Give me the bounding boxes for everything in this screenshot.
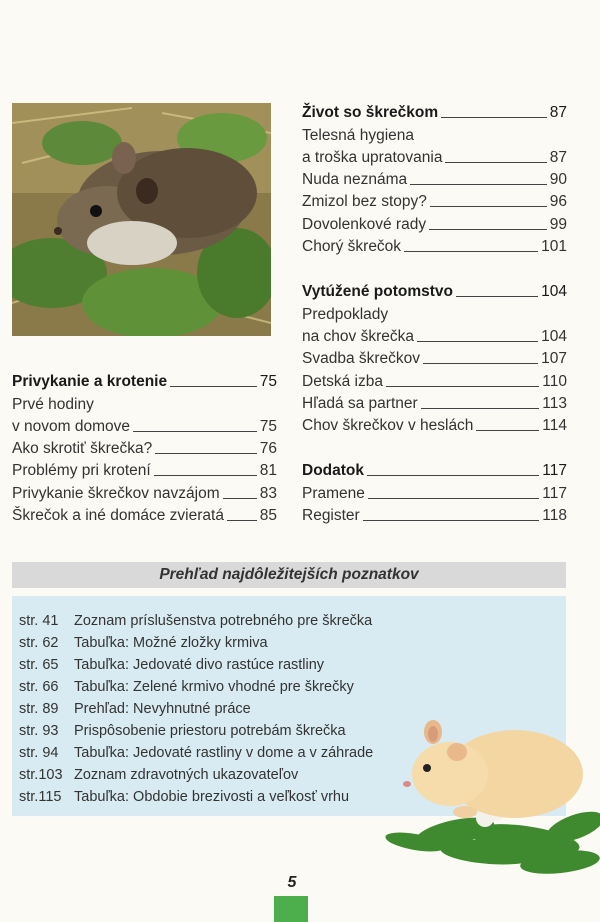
toc-entry [12, 503, 277, 525]
toc-entry [302, 503, 567, 525]
toc-entry [302, 458, 567, 480]
overview-item-page-ref: str.115 [19, 789, 62, 805]
overview-item-text: Tabuľka: Možné zložky krmiva [74, 635, 268, 651]
toc-entry-page: 87 [549, 104, 567, 122]
toc-entry-title: Telesná hygiena [302, 126, 415, 144]
page-number: 5 [287, 874, 297, 891]
toc-entry-page: 75 [259, 373, 277, 391]
toc-entry-title: Privykanie škrečkov navzájom [12, 484, 220, 502]
overview-item-text: Tabuľka: Jedovaté divo rastúce rastliny [74, 657, 325, 673]
toc-entry-page: 117 [542, 484, 567, 502]
toc-entry [12, 436, 277, 458]
toc-section-dodatok [302, 458, 567, 525]
toc-entry-title: Privykanie a krotenie [12, 373, 168, 391]
toc-entry-title: Detská izba [302, 372, 383, 390]
toc-leader-line [456, 296, 538, 297]
toc-entry-title: Chov škrečkov v heslách [302, 417, 474, 435]
toc-entry-page: 101 [541, 238, 567, 256]
toc-entry-title: Hľadá sa partner [302, 394, 418, 412]
toc-entry [302, 324, 567, 346]
toc-leader-line [155, 453, 257, 454]
overview-item [19, 634, 268, 652]
toc-entry-page: 75 [259, 417, 277, 435]
mouse-photo [12, 103, 271, 336]
toc-entry-title: Zmizol bez stopy? [302, 193, 427, 211]
toc-entry-title: Prvé hodiny [12, 395, 94, 413]
toc-entry [302, 480, 567, 502]
toc-entry-title: a troška upratovania [302, 148, 443, 166]
toc-entry [302, 100, 567, 122]
toc-entry-title: Dodatok [302, 462, 364, 480]
overview-item [19, 612, 372, 630]
overview-item-text: Tabuľka: Jedovaté rastliny v dome a v záhrade [74, 745, 374, 761]
toc-entry-title: Ako skrotiť škrečka? [12, 440, 153, 458]
toc-entry-page: 114 [542, 417, 567, 435]
page-tab-marker [274, 896, 308, 922]
toc-leader-line [170, 386, 257, 387]
toc-entry [302, 346, 567, 368]
toc-entry-title: Pramene [302, 484, 365, 502]
overview-item-page-ref: str. 66 [19, 679, 59, 695]
toc-entry-title: Vytúžené potomstvo [302, 283, 453, 301]
toc-entry-title: Problémy pri krotení [12, 462, 151, 480]
toc-entry-page: 90 [549, 171, 567, 189]
toc-entry-title: Nuda neznáma [302, 171, 408, 189]
overview-item-page-ref: str. 93 [19, 723, 59, 739]
toc-entry-title: Škrečok a iné domáce zvieratá [12, 507, 224, 525]
toc-entry [302, 234, 567, 256]
toc-entry-title: v novom domove [12, 417, 131, 435]
hamster-illustration [385, 712, 600, 884]
toc-entry-title: Dovolenkové rady [302, 215, 427, 233]
toc-entry-title: Predpoklady [302, 305, 389, 323]
toc-leader-line [386, 386, 539, 387]
toc-entry-title: na chov škrečka [302, 327, 414, 345]
toc-leader-line [368, 498, 539, 499]
toc-entry-title: Svadba škrečkov [302, 350, 421, 368]
toc-entry-page: 104 [541, 283, 567, 301]
toc-leader-line [227, 520, 257, 521]
toc-entry-page: 87 [549, 148, 567, 166]
toc-entry-page: 83 [259, 484, 277, 502]
toc-leader-line [367, 475, 539, 476]
toc-column-right [302, 100, 567, 525]
overview-item-text: Tabuľka: Obdobie brezivosti a veľkosť vrhu [74, 789, 350, 805]
overview-title: Prehľad najdôležitejších poznatkov [12, 562, 566, 588]
toc-entry [302, 391, 567, 413]
toc-entry-page: 76 [259, 440, 277, 458]
toc-entry [12, 391, 277, 413]
toc-entry-page: 104 [541, 327, 567, 345]
toc-entry [302, 279, 567, 301]
toc-leader-line [363, 520, 540, 521]
toc-entry-page: 113 [542, 394, 567, 412]
toc-column-left [12, 369, 277, 525]
toc-leader-line [223, 498, 257, 499]
toc-entry [12, 369, 277, 391]
toc-leader-line [404, 251, 538, 252]
toc-entry-page: 85 [259, 507, 277, 525]
toc-entry [12, 414, 277, 436]
toc-entry [302, 211, 567, 233]
toc-section-zivot [302, 100, 567, 256]
toc-leader-line [410, 184, 547, 185]
toc-entry [302, 145, 567, 167]
toc-leader-line [421, 408, 540, 409]
toc-entry [12, 480, 277, 502]
toc-entry [302, 368, 567, 390]
overview-item-page-ref: str. 65 [19, 657, 59, 673]
overview-item [19, 700, 251, 718]
toc-entry [302, 413, 567, 435]
toc-leader-line [417, 341, 538, 342]
toc-entry-page: 96 [549, 193, 567, 211]
toc-entry [302, 167, 567, 189]
overview-item-page-ref: str. 89 [19, 701, 59, 717]
overview-item-page-ref: str. 62 [19, 635, 59, 651]
toc-entry-page: 99 [549, 215, 567, 233]
overview-item [19, 766, 298, 784]
toc-leader-line [476, 430, 539, 431]
toc-entry-title: Život so škrečkom [302, 104, 439, 122]
toc-leader-line [429, 229, 547, 230]
toc-entry-page: 81 [259, 462, 277, 480]
toc-leader-line [430, 206, 547, 207]
overview-item [19, 722, 346, 740]
toc-leader-line [423, 363, 538, 364]
toc-leader-line [445, 162, 546, 163]
toc-leader-line [133, 431, 257, 432]
overview-item [19, 744, 373, 762]
toc-section-potomstvo [302, 279, 567, 435]
overview-item-text: Prispôsobenie priestoru potrebám škrečka [74, 723, 346, 739]
overview-item [19, 788, 349, 806]
overview-item-text: Zoznam príslušenstva potrebného pre škrečka [74, 613, 373, 629]
toc-entry-page: 107 [541, 350, 567, 368]
overview-item-page-ref: str. 41 [19, 613, 59, 629]
toc-entry-page: 110 [542, 372, 567, 390]
overview-item [19, 678, 354, 696]
toc-leader-line [154, 475, 257, 476]
overview-item [19, 656, 324, 674]
overview-item-page-ref: str.103 [19, 767, 63, 783]
overview-item-page-ref: str. 94 [19, 745, 59, 761]
toc-entry-title: Register [302, 507, 360, 525]
toc-entry [302, 189, 567, 211]
toc-entry-page: 117 [542, 462, 567, 480]
overview-item-text: Prehľad: Nevyhnutné práce [74, 701, 251, 717]
toc-entry [302, 301, 567, 323]
overview-item-text: Zoznam zdravotných ukazovateľov [74, 767, 299, 783]
toc-entry-title: Chorý škrečok [302, 238, 402, 256]
toc-entry-page: 118 [542, 507, 567, 525]
overview-item-text: Tabuľka: Zelené krmivo vhodné pre škrečky [74, 679, 354, 695]
toc-entry [12, 458, 277, 480]
toc-leader-line [441, 117, 547, 118]
toc-entry [302, 122, 567, 144]
